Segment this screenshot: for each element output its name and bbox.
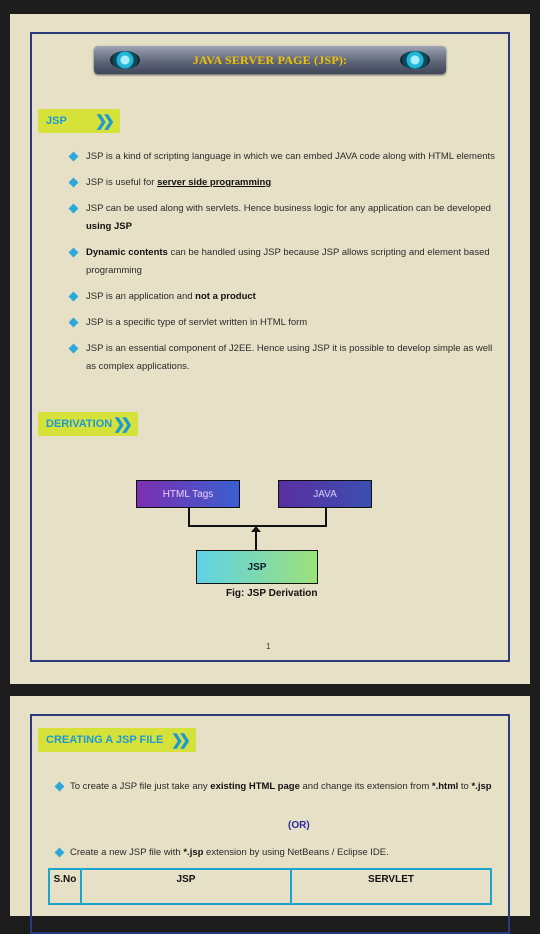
or-separator: (OR) [288, 820, 310, 831]
diamond-bullet-icon [69, 344, 79, 354]
section-tag-label: JSP [46, 115, 67, 127]
figure-caption: Fig: JSP Derivation [226, 588, 318, 599]
title-banner [94, 46, 446, 74]
diagram-box-html-tags: HTML Tags [136, 480, 240, 508]
decorative-eye-icon [110, 51, 140, 69]
diamond-bullet-icon [69, 318, 79, 328]
list-item: Dynamic contents can be handled using JSP because JSP allows scripting and element based programming [70, 244, 500, 280]
table-header-row [49, 869, 491, 904]
diamond-bullet-icon [69, 248, 79, 258]
diamond-bullet-icon [55, 848, 65, 858]
section-tag-derivation [38, 412, 138, 436]
document-page-1 [10, 14, 530, 684]
page-title: JAVA SERVER PAGE (JSP): [192, 52, 348, 67]
create-bullet-list [56, 778, 496, 796]
diamond-bullet-icon [69, 178, 79, 188]
list-item: JSP is an essential component of J2EE. Hence using JSP it is possible to develop simple as well as complex applications. [70, 340, 500, 376]
section-tag-label: DERIVATION [46, 418, 113, 430]
connector-line [188, 508, 190, 526]
list-item: JSP is useful for server side programming [70, 174, 500, 192]
create-bullet-list-2 [56, 844, 496, 862]
section-tag-creating-jsp-file [38, 728, 196, 752]
document-page-2 [10, 696, 530, 916]
page-number: 1 [266, 642, 271, 651]
list-item: JSP is an application and not a product [70, 288, 500, 306]
diamond-bullet-icon [55, 782, 65, 792]
chevron-right-icon: ❯❯ [94, 113, 110, 130]
chevron-right-icon: ❯❯ [170, 732, 186, 749]
chevron-right-icon: ❯❯ [112, 416, 128, 433]
arrow-head-icon [251, 526, 261, 532]
connector-arrow [255, 530, 257, 550]
diamond-bullet-icon [69, 204, 79, 214]
diamond-bullet-icon [69, 292, 79, 302]
diagram-box-java: JAVA [278, 480, 372, 508]
diamond-bullet-icon [69, 152, 79, 162]
diagram-box-jsp: JSP [196, 550, 318, 584]
jsp-servlet-comparison-table [48, 868, 492, 905]
section-tag-label: CREATING A JSP FILE [46, 734, 164, 746]
list-item: JSP is a specific type of servlet written in HTML form [70, 314, 500, 332]
list-item: JSP can be used along with servlets. Hence business logic for any application can be developed using JSP [70, 200, 500, 236]
decorative-eye-icon [400, 51, 430, 69]
table-header-servlet: SERVLET [291, 869, 491, 904]
table-header-jsp: JSP [81, 869, 291, 904]
list-item: JSP is a kind of scripting language in which we can embed JAVA code along with HTML elements [70, 148, 500, 166]
table-header-sno: S.No [49, 869, 81, 904]
list-item: To create a JSP file just take any existing HTML page and change its extension from *.html to *.jsp [56, 778, 496, 796]
list-item: Create a new JSP file with *.jsp extension by using NetBeans / Eclipse IDE. [56, 844, 496, 862]
jsp-bullet-list [70, 148, 500, 384]
connector-line [325, 508, 327, 526]
section-tag-jsp [38, 109, 120, 133]
